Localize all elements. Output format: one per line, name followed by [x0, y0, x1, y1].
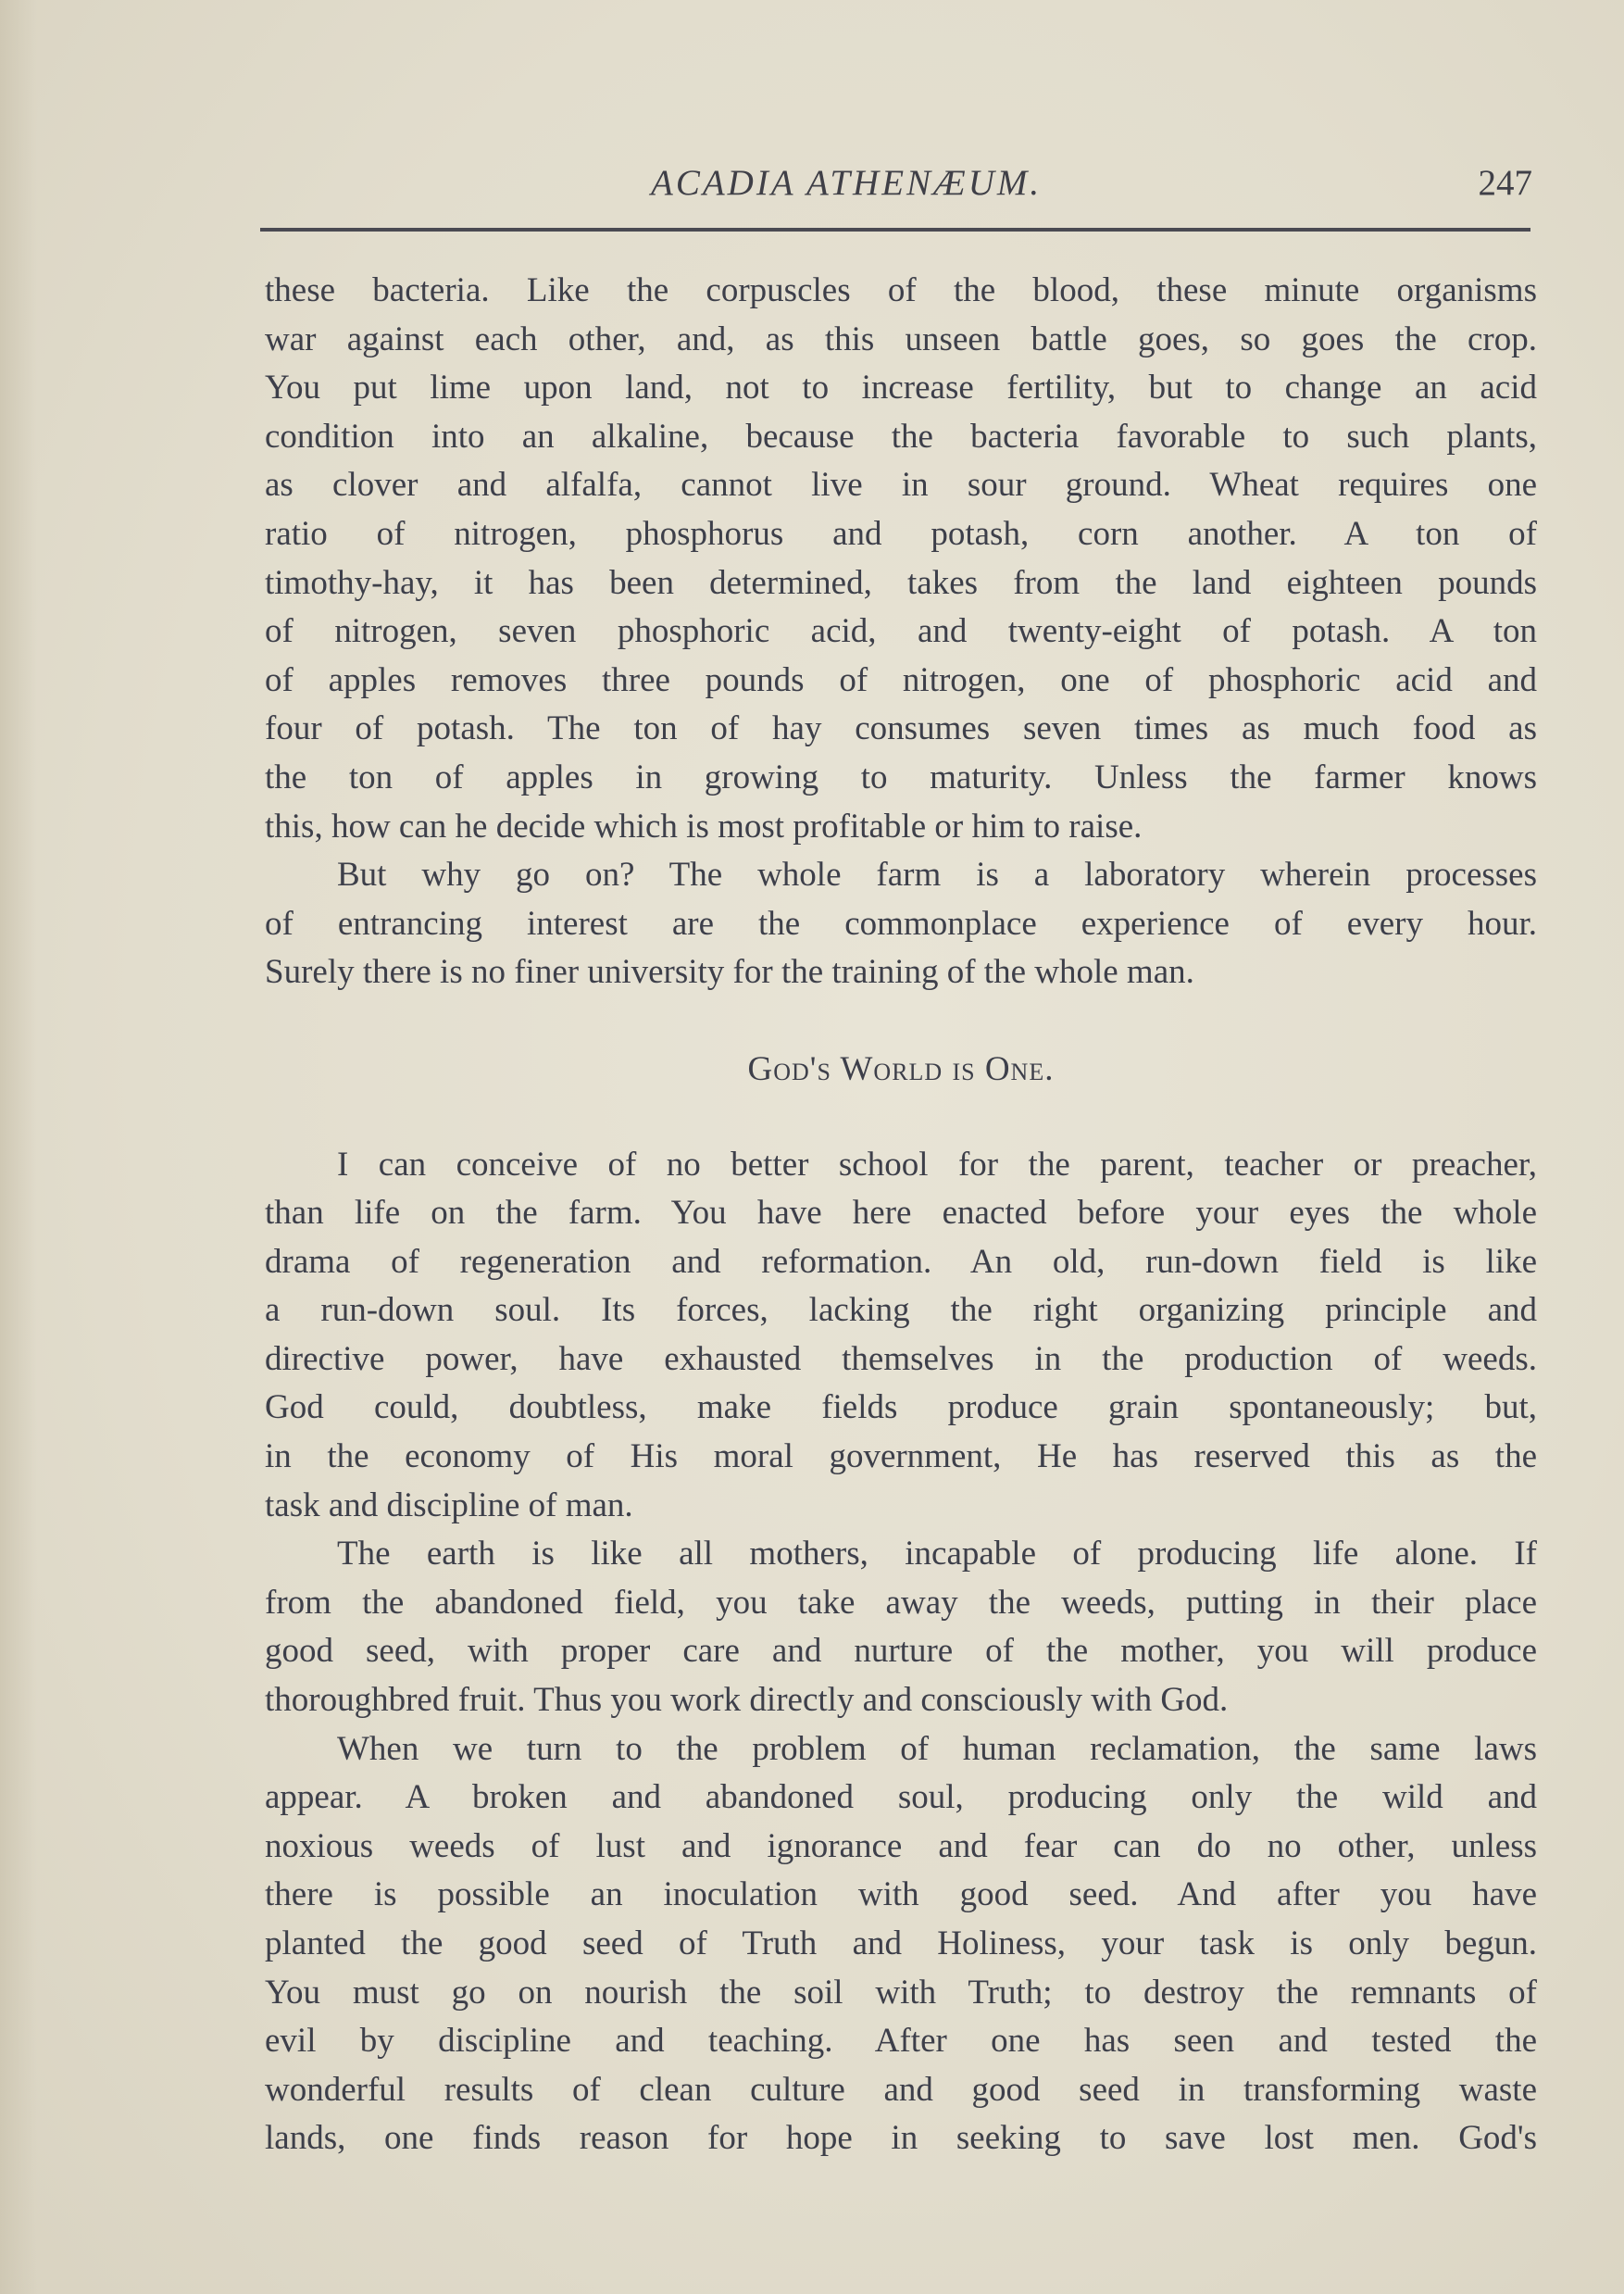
text-line: task and discipline of man.	[265, 1485, 633, 1524]
text-line: But why go on? The whole farm is a laboratory wherein processes	[337, 856, 1537, 895]
body-text	[265, 267, 1537, 2163]
text-line: timothy-hay, it has been determined, takes from the land eighteen pounds	[265, 563, 1537, 602]
page-gutter-shadow	[0, 0, 37, 2294]
header-rule	[260, 228, 1530, 232]
paragraph	[265, 1530, 1537, 1724]
text-line: than life on the farm. You have here enacted before your eyes the whole	[265, 1194, 1537, 1233]
running-head	[262, 162, 1532, 218]
paragraph	[265, 851, 1537, 997]
text-line: of entrancing interest are the commonplace experience of every hour.	[265, 904, 1537, 943]
text-line: You put lime upon land, not to increase fertility, but to change an acid	[265, 369, 1537, 407]
text-line: the ton of apples in growing to maturity. Unless the farmer knows	[265, 758, 1537, 796]
text-line: four of potash. The ton of hay consumes seven times as much food as	[265, 709, 1537, 748]
text-line: drama of regeneration and reformation. An old, run-down field is like	[265, 1242, 1537, 1281]
text-line: ratio of nitrogen, phosphorus and potash, corn another. A ton of	[265, 514, 1537, 553]
paragraph	[265, 1141, 1537, 1531]
text-line: from the abandoned field, you take away the weeds, putting in their place	[265, 1583, 1537, 1622]
text-line: Surely there is no finer university for the training of the whole man.	[265, 953, 1194, 992]
text-line: there is possible an inoculation with good seed. And after you have	[265, 1875, 1537, 1914]
text-line: God could, doubtless, make fields produce grain spontaneously; but,	[265, 1388, 1537, 1427]
text-line: planted the good seed of Truth and Holiness, your task is only begun.	[265, 1924, 1537, 1962]
text-line: lands, one finds reason for hope in seeking to save lost men. God's	[265, 2119, 1537, 2158]
text-line: evil by discipline and teaching. After one has seen and tested the	[265, 2022, 1537, 2061]
section-heading: God's World is One.	[747, 1049, 1055, 1088]
paragraph	[265, 1725, 1537, 2163]
text-line: good seed, with proper care and nurture of the mother, you will produce	[265, 1632, 1537, 1671]
text-line: these bacteria. Like the corpuscles of the blood, these minute organisms	[265, 271, 1537, 309]
text-line: a run-down soul. Its forces, lacking the right organizing principle and	[265, 1291, 1537, 1330]
text-line: When we turn to the problem of human reclamation, the same laws	[337, 1729, 1537, 1768]
paragraph	[265, 267, 1537, 851]
text-line: in the economy of His moral government, He has reserved this as the	[265, 1437, 1537, 1476]
journal-title: ACADIA ATHENÆUM.	[651, 163, 1043, 203]
page-number: 247	[1478, 163, 1532, 203]
text-line: You must go on nourish the soil with Truth; to destroy the remnants of	[265, 1973, 1537, 2012]
text-line: war against each other, and, as this unseen battle goes, so goes the crop.	[265, 320, 1537, 358]
text-line: I can conceive of no better school for the parent, teacher or preacher,	[337, 1145, 1537, 1184]
text-line: as clover and alfalfa, cannot live in sour ground. Wheat requires one	[265, 466, 1537, 505]
text-line: wonderful results of clean culture and good seed in transforming waste	[265, 2070, 1537, 2109]
text-line: noxious weeds of lust and ignorance and fear can do no other, unless	[265, 1826, 1537, 1865]
text-line: thoroughbred fruit. Thus you work directly and consciously with God.	[265, 1681, 1229, 1720]
text-line: directive power, have exhausted themselves in the production of weeds.	[265, 1339, 1537, 1378]
text-line: this, how can he decide which is most profitable or him to raise.	[265, 807, 1143, 846]
text-line: condition into an alkaline, because the bacteria favorable to such plants,	[265, 417, 1537, 456]
text-line: The earth is like all mothers, incapable of producing life alone. If	[337, 1535, 1537, 1573]
text-line: of apples removes three pounds of nitrogen, one of phosphoric acid and	[265, 660, 1537, 699]
text-line: appear. A broken and abandoned soul, producing only the wild and	[265, 1778, 1537, 1817]
text-line: of nitrogen, seven phosphoric acid, and twenty-eight of potash. A ton	[265, 612, 1537, 651]
